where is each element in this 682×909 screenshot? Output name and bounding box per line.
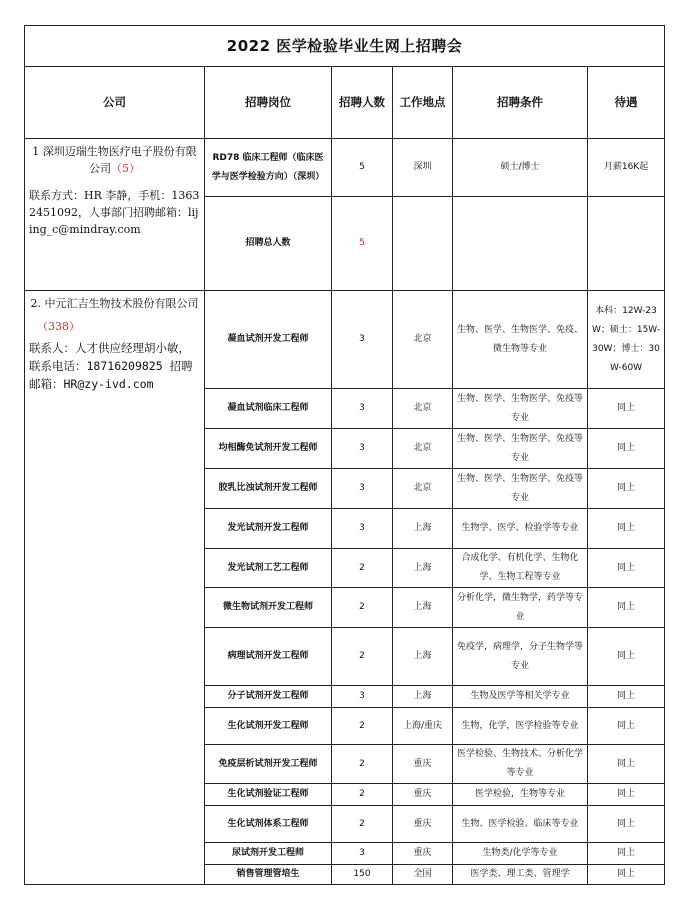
headcount-cell: 2 (332, 784, 393, 806)
salary-cell: 同上 (588, 549, 665, 588)
location-cell: 北京 (393, 429, 453, 469)
company-contact: 联系方式：HR 李静，手机：13632451092，人事部门招聘邮箱：lijing_c@mindray.com (29, 189, 200, 236)
table-row (25, 291, 665, 389)
location-cell: 北京 (393, 469, 453, 509)
location-cell: 重庆 (393, 843, 453, 865)
position-cell: 生化试剂开发工程师 (205, 708, 332, 745)
headcount-cell: 2 (332, 806, 393, 843)
salary-cell: 同上 (588, 628, 665, 686)
salary-cell: 同上 (588, 745, 665, 784)
position-cell: 生化试剂验证工程师 (205, 784, 332, 806)
headcount-cell: 2 (332, 708, 393, 745)
headcount-cell: 2 (332, 628, 393, 686)
position-cell: 胶乳比浊试剂开发工程师 (205, 469, 332, 509)
salary-cell: 同上 (588, 865, 665, 885)
salary-cell: 同上 (588, 806, 665, 843)
location-cell: 重庆 (393, 745, 453, 784)
salary-cell: 同上 (588, 389, 665, 429)
salary-cell: 同上 (588, 843, 665, 865)
position-cell: 分子试剂开发工程师 (205, 686, 332, 708)
headcount-cell: 150 (332, 865, 393, 885)
company-cell (25, 139, 205, 291)
position-cell: 凝血试剂临床工程师 (205, 389, 332, 429)
position-cell: 均相酶免试剂开发工程师 (205, 429, 332, 469)
salary-cell: 月薪16K起 (588, 139, 665, 197)
headcount-cell: 3 (332, 389, 393, 429)
headcount-cell: 2 (332, 549, 393, 588)
position-cell: 尿试剂开发工程师 (205, 843, 332, 865)
company-count: （5） (111, 162, 140, 175)
requirements-cell: 生物、医学、生物医学、免疫等专业 (453, 429, 588, 469)
company-contact: 联系人：人才供应经理胡小敏，联系电话：18716209825 招聘邮箱：HR@zy-ivd.com (29, 341, 193, 391)
recruitment-table (24, 25, 665, 885)
headcount-cell: 3 (332, 469, 393, 509)
requirements-cell: 医学检验，生物等专业 (453, 784, 588, 806)
company-cell (25, 291, 205, 885)
position-cell: 微生物试剂开发工程师 (205, 588, 332, 628)
location-cell: 北京 (393, 389, 453, 429)
location-cell: 上海 (393, 588, 453, 628)
requirements-cell: 分析化学，微生物学，药学等专业 (453, 588, 588, 628)
salary-cell: 同上 (588, 429, 665, 469)
requirements-cell: 合成化学、有机化学、生物化学、生物工程等专业 (453, 549, 588, 588)
position-cell: 凝血试剂开发工程师 (205, 291, 332, 389)
salary-cell: 本科：12W-23W；硕士：15W-30W；博士：30W-60W (588, 291, 665, 389)
requirements-cell: 医学类、理工类、管理学 (453, 865, 588, 885)
location-cell: 上海 (393, 549, 453, 588)
requirements-cell: 免疫学，病理学，分子生物学等专业 (453, 628, 588, 686)
recruitment-document (24, 25, 664, 885)
location-cell: 上海 (393, 628, 453, 686)
salary-cell: 同上 (588, 588, 665, 628)
company-name: 1 深圳迈瑞生物医疗电子股份有限公司 (32, 145, 197, 175)
company-count: （338） (37, 320, 80, 333)
position-cell: RD78 临床工程师（临床医学与医学检验方向）（深圳） (205, 139, 332, 197)
requirements-cell: 医学检验、生物技术、分析化学等专业 (453, 745, 588, 784)
requirements-cell: 生物类/化学等专业 (453, 843, 588, 865)
headcount-cell: 3 (332, 429, 393, 469)
table-header-row (25, 67, 665, 139)
salary-cell: 同上 (588, 509, 665, 549)
position-cell: 招聘总人数 (205, 197, 332, 291)
company-name: 2. 中元汇吉生物技术股份有限公司 (30, 297, 199, 310)
salary-cell: 同上 (588, 708, 665, 745)
location-cell: 上海 (393, 686, 453, 708)
requirements-cell: 生物，化学，医学检验等专业 (453, 708, 588, 745)
location-cell: 重庆 (393, 784, 453, 806)
salary-cell: 同上 (588, 686, 665, 708)
headcount-cell: 3 (332, 843, 393, 865)
requirements-cell: 硕士/博士 (453, 139, 588, 197)
salary-cell: 同上 (588, 784, 665, 806)
requirements-cell (453, 197, 588, 291)
position-cell: 发光试剂工艺工程师 (205, 549, 332, 588)
salary-cell: 同上 (588, 469, 665, 509)
headcount-cell: 5 (332, 139, 393, 197)
location-cell: 深圳 (393, 139, 453, 197)
requirements-cell: 生物、医学、生物医学、免疫等专业 (453, 469, 588, 509)
headcount-cell: 2 (332, 588, 393, 628)
position-cell: 销售管理管培生 (205, 865, 332, 885)
requirements-cell: 生物、医学检验、临床等专业 (453, 806, 588, 843)
headcount-cell: 5 (332, 197, 393, 291)
position-cell: 病理试剂开发工程师 (205, 628, 332, 686)
requirements-cell: 生物、医学、生物医学、免疫、微生物等专业 (453, 291, 588, 389)
requirements-cell: 生物学、医学、检验学等专业 (453, 509, 588, 549)
location-cell: 北京 (393, 291, 453, 389)
table-row (25, 139, 665, 197)
location-cell: 上海 (393, 509, 453, 549)
headcount-cell: 3 (332, 686, 393, 708)
header-headcount: 招聘人数 (332, 67, 393, 139)
position-cell: 发光试剂开发工程师 (205, 509, 332, 549)
header-location: 工作地点 (393, 67, 453, 139)
headcount-cell: 2 (332, 745, 393, 784)
position-cell: 生化试剂体系工程师 (205, 806, 332, 843)
headcount-cell: 3 (332, 291, 393, 389)
requirements-cell: 生物、医学、生物医学、免疫等专业 (453, 389, 588, 429)
header-requirements: 招聘条件 (453, 67, 588, 139)
header-position: 招聘岗位 (205, 67, 332, 139)
header-company: 公司 (25, 67, 205, 139)
location-cell: 全国 (393, 865, 453, 885)
location-cell (393, 197, 453, 291)
salary-cell (588, 197, 665, 291)
requirements-cell: 生物及医学等相关学专业 (453, 686, 588, 708)
location-cell: 重庆 (393, 806, 453, 843)
position-cell: 免疫层析试剂开发工程师 (205, 745, 332, 784)
page-title: 2022 医学检验毕业生网上招聘会 (25, 26, 665, 67)
header-salary: 待遇 (588, 67, 665, 139)
location-cell: 上海/重庆 (393, 708, 453, 745)
headcount-cell: 3 (332, 509, 393, 549)
